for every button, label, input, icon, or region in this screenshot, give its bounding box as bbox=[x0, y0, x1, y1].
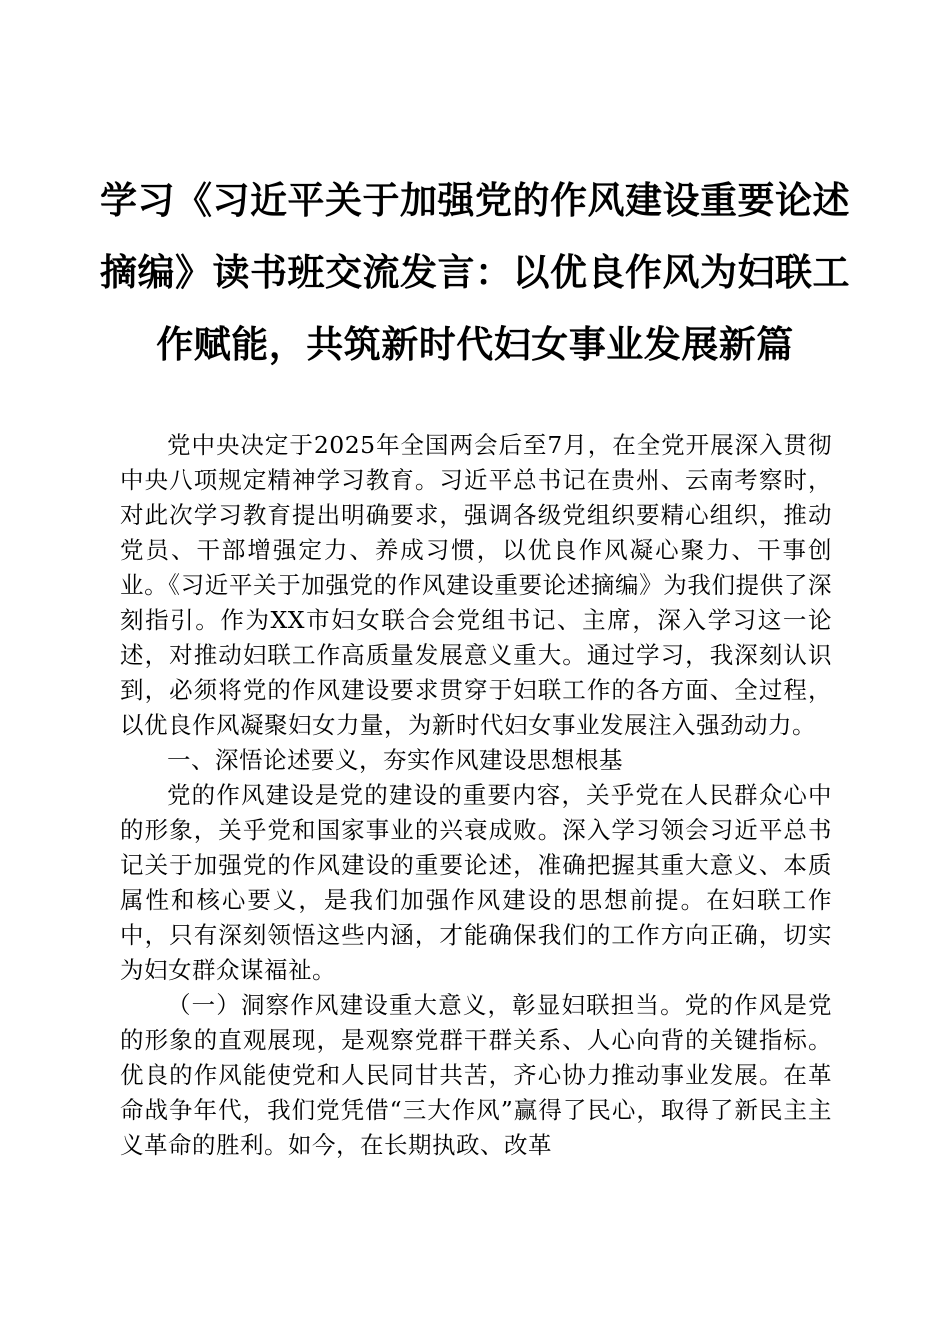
intro-paragraph: 党中央决定于2025年全国两会后至7月，在全党开展深入贯彻中央八项规定精神学习教育。习近平总书记在贵州、云南考察时，对此次学习教育提出明确要求，强调各级党组织要精心组织，推动党员、干部增强定力、养成习惯，以优良作风凝心聚力、干事创业。《习近平关于加强党的作风建设重要论述摘编》为我们提供了深刻指引。作为XX市妇女联合会党组书记、主席，深入学习这一论述，对推动妇联工作高质量发展意义重大。通过学习，我深刻认识到，必须将党的作风建设要求贯穿于妇联工作的各方面、全过程，以优良作风凝聚妇女力量，为新时代妇女事业发展注入强劲动力。 bbox=[120, 431, 832, 739]
title-line-2: 摘编》读书班交流发言：以优良作风为妇联工 bbox=[100, 251, 850, 294]
title-line-3: 作赋能，共筑新时代妇女事业发展新篇 bbox=[156, 323, 794, 366]
subsection-1-paragraph bbox=[120, 988, 832, 1163]
subsection-1-lead: （一）洞察作风建设重大意义，彰显妇联担当。 bbox=[167, 991, 685, 1019]
section-1-paragraph: 党的作风建设是党的建设的重要内容，关乎党在人民群众心中的形象，关乎党和国家事业的兴衰成败。深入学习领会习近平总书记关于加强党的作风建设的重要论述，准确把握其重大意义、本质属性和核心要义，是我们加强作风建设的思想前提。在妇联工作中，只有深刻领悟这些内涵，才能确保我们的工作方向正确，切实为妇女群众谋福祉。 bbox=[120, 781, 832, 984]
subsection-1-body: 党的作风是党的形象的直观展现，是观察党群干群关系、人心向背的关键指标。优良的作风能使党和人民同甘共苦，齐心协力推动事业发展。在革命战争年代，我们党凭借“三大作风”赢得了民心，取得了新民主主义革命的胜利。如今，在长期执政、改革 bbox=[120, 991, 833, 1159]
document-title bbox=[100, 165, 850, 381]
title-line-1: 学习《习近平关于加强党的作风建设重要论述 bbox=[100, 179, 850, 222]
section-1-heading: 一、深悟论述要义，夯实作风建设思想根基 bbox=[167, 746, 623, 774]
document-body bbox=[120, 428, 832, 1163]
